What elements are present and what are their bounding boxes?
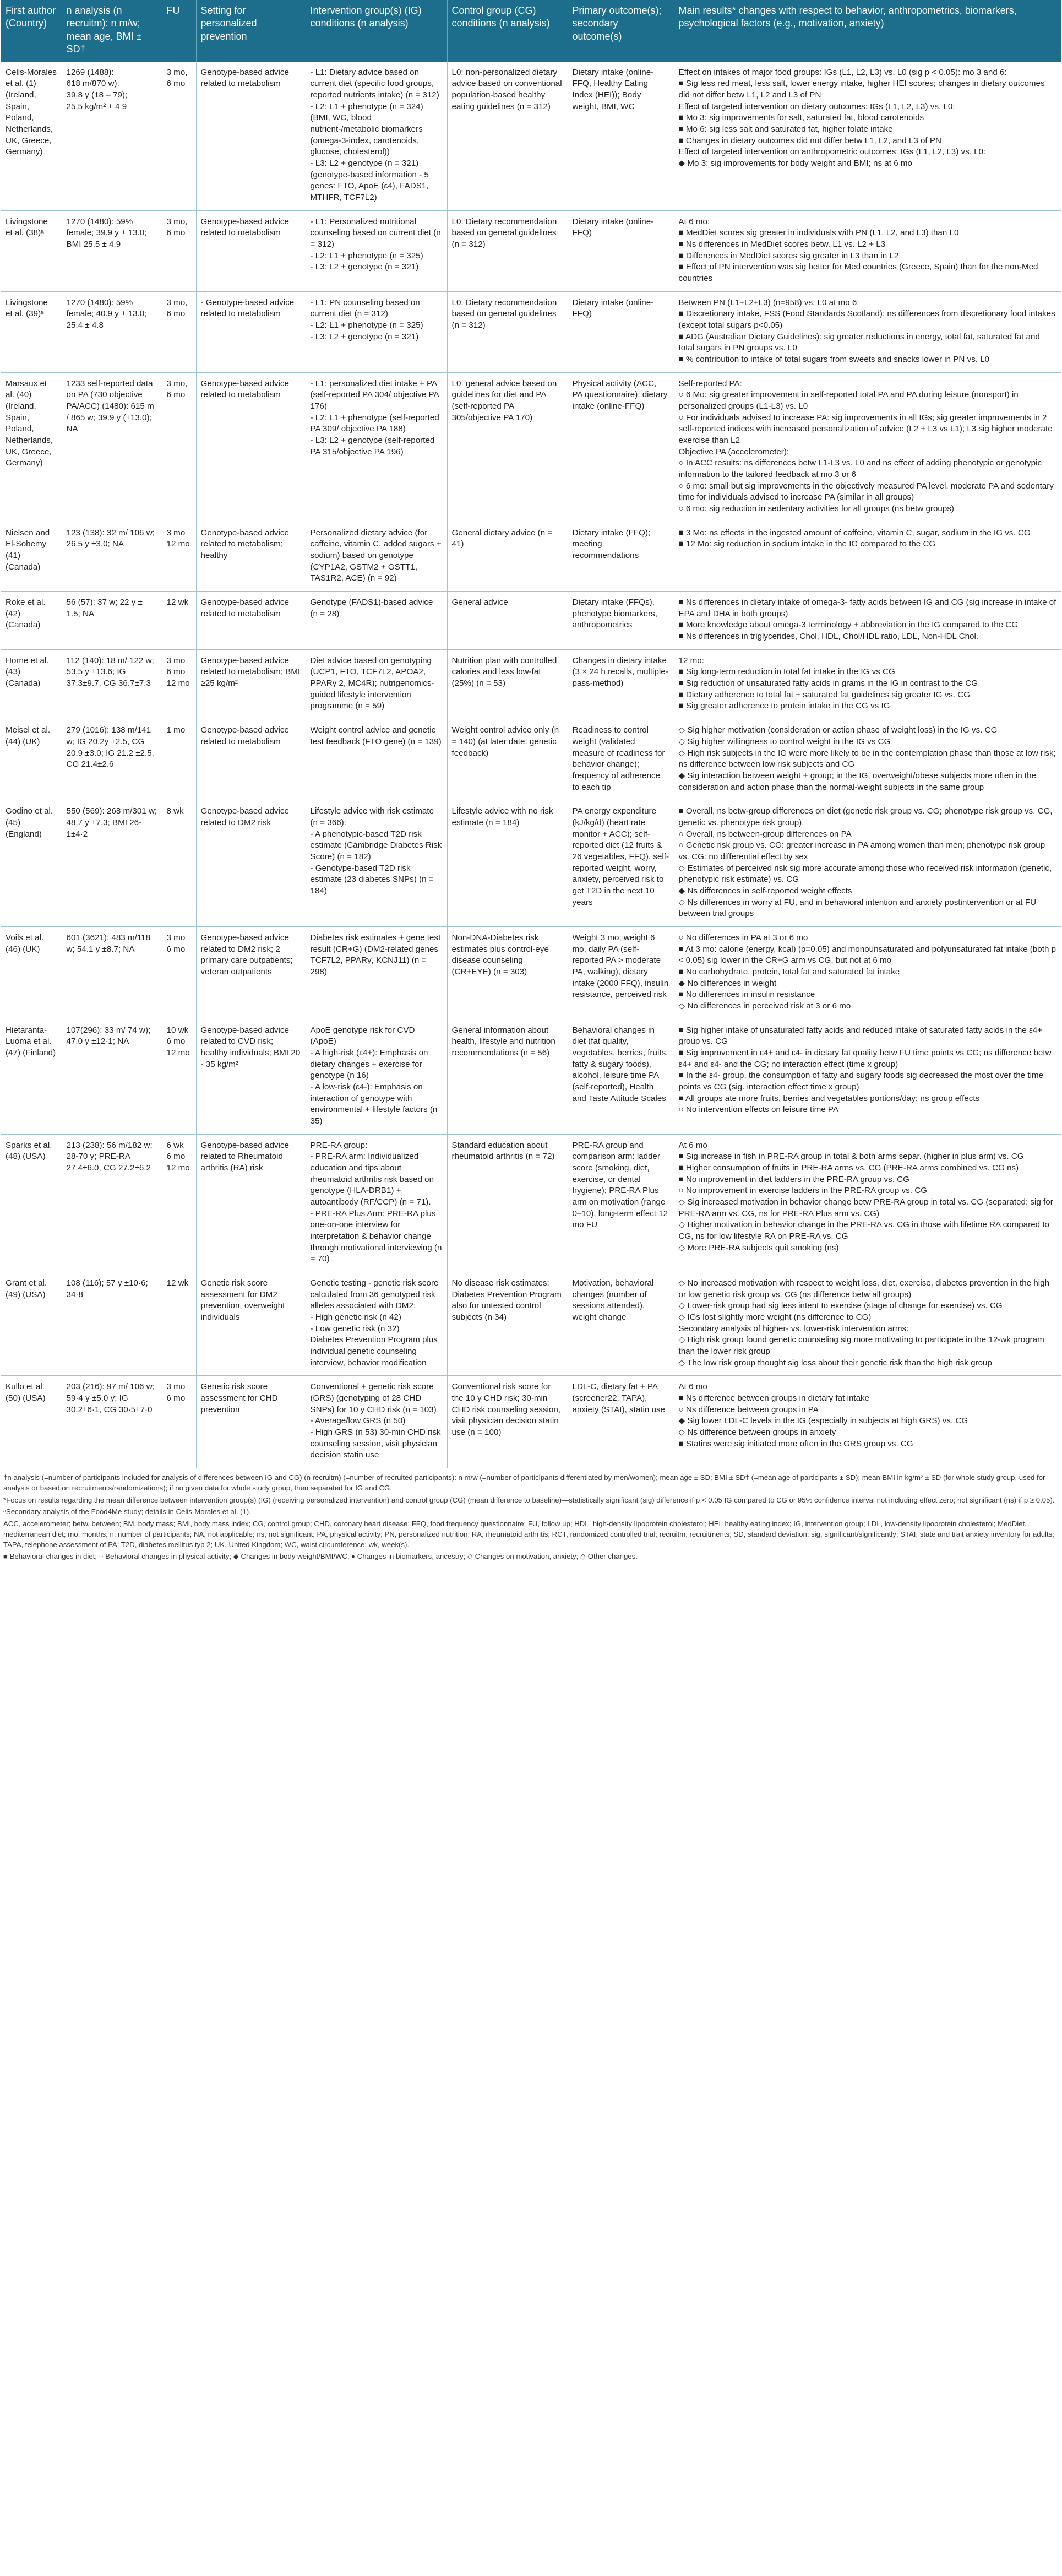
cell-setting: - Genotype-based advice related to metabolism: [196, 291, 306, 372]
cell-intervention: Diabetes risk estimates + gene test result (CR+G) (DM2-related genes TCF7L2, PPARγ, KCNJ11) (n = 298): [306, 926, 447, 1019]
cell-results: ○ No differences in PA at 3 or 6 mo ■ At 3 mo: calorie (energy, kcal) (p=0.05) and monounsaturated and polyunsaturated fat intake (both p < 0.05) sig lower in the CR+G arm vs CG, but not at 6 mo ■ No carbohydrate, protein, total fat and saturated fat intake ◆ No differences in weight ■ No differences in insulin resistance ◇ No differences in perceived risk at 3 or 6 mo: [674, 926, 1061, 1019]
cell-outcomes: Dietary intake (online-FFQ): [568, 210, 674, 291]
cell-fu: 3 mo, 6 mo: [162, 210, 196, 291]
table-row: [1, 291, 1061, 372]
cell-author: Livingstone et al. (38)ᵃ: [1, 210, 62, 291]
cell-outcomes: Dietary intake (FFQ); meeting recommendations: [568, 522, 674, 591]
cell-intervention: Personalized dietary advice (for caffeine, vitamin C, added sugars + sodium) based on genotype (CYP1A2, GSTM2 + GSTT1, TAS1R2, ACE) (n = 92): [306, 522, 447, 591]
cell-intervention: Weight control advice and genetic test feedback (FTO gene) (n = 139): [306, 719, 447, 800]
cell-control: Conventional risk score for the 10 y CHD risk; 30-min CHD risk counseling session, visit physician decision statin use (n = 100): [447, 1376, 568, 1468]
cell-control: Non-DNA-Diabetes risk estimates plus control-eye disease counseling (CR+EYE) (n = 303): [447, 926, 568, 1019]
cell-n-analysis: 1270 (1480): 59% female; 40.9 y ± 13.0; 25.4 ± 4.8: [62, 291, 162, 372]
cell-results: At 6 mo ■ Ns difference between groups in dietary fat intake ○ Ns difference between groups in PA ◆ Sig lower LDL-C levels in the IG (especially in subjects at high GRS) vs. CG ◇ Ns difference between groups in anxiety ■ Statins were sig initiated more often in the GRS group vs. CG: [674, 1376, 1061, 1468]
cell-author: Sparks et al. (48) (USA): [1, 1134, 62, 1272]
cell-outcomes: PRE-RA group and comparison arm: ladder score (smoking, diet, exercise, or dental hygiene); PRE-RA Plus arm on motivation (range 0–10), long-term effect 12 mo FU: [568, 1134, 674, 1272]
cell-control: L0: general advice based on guidelines for diet and PA (self-reported PA 305/objective PA 170): [447, 372, 568, 522]
cell-n-analysis: 279 (1016): 138 m/141 w; IG 20.2y ±2.5, CG 20.9 ±3.0; IG 21.2 ±2.5, CG 21.4±2.6: [62, 719, 162, 800]
cell-n-analysis: 1270 (1480): 59% female; 39.9 y ± 13.0; BMI 25.5 ± 4.9: [62, 210, 162, 291]
cell-results: 12 mo: ■ Sig long-term reduction in total fat intake in the IG vs CG ■ Sig reduction of unsaturated fatty acids in grams in the IG in contrast to the CG ■ Dietary adherence to total fat + saturated fat guidelines sig greater IG vs. CG ■ Sig greater adherence to protein intake in the CG vs IG: [674, 649, 1061, 719]
table-row: [1, 1019, 1061, 1134]
header-fu: FU: [162, 0, 196, 62]
cell-setting: Genotype-based advice related to metabolism: [196, 372, 306, 522]
header-outcomes: Primary outcome(s); secondary outcome(s): [568, 0, 674, 62]
cell-setting: Genotype-based advice related to metabolism: [196, 62, 306, 211]
cell-fu: 3 mo 6 mo 12 mo: [162, 649, 196, 719]
cell-n-analysis: 107(296): 33 m/ 74 w); 47.0 y ±12·1; NA: [62, 1019, 162, 1134]
cell-n-analysis: 108 (116); 57 y ±10·6; 34·8: [62, 1272, 162, 1376]
cell-intervention: Genetic testing - genetic risk score calculated from 36 genotyped risk alleles associated with DM2: - High genetic risk (n 42) - Low genetic risk (n 32) Diabetes Prevention Program plus individual genetic counseling interview, behavior modification: [306, 1272, 447, 1376]
cell-results: ■ Overall, ns betw-group differences on diet (genetic risk group vs. CG; phenotype risk group vs. CG, genetic vs. phenotype risk group). ○ Overall, ns between-group differences on PA ○ Genetic risk group vs. CG: greater increase in PA among women than men; phenotype risk group vs. CG: no differential effect by sex ◇ Estimates of perceived risk sig more accurate among those who received risk information (genetic, phenotypic risk estimate) vs. CG ◆ Ns differences in self-reported weight effects ◇ Ns differences in worry at FU, and in behavioral intention and anxiety postintervention or at FU between trial groups: [674, 800, 1061, 927]
cell-outcomes: Weight 3 mo; weight 6 mo, daily PA (self-reported PA > moderate PA, walking), dietary intake (2000 FFQ), insulin resistance, perceived risk: [568, 926, 674, 1019]
cell-control: L0: Dietary recommendation based on general guidelines (n = 312): [447, 210, 568, 291]
table-row: [1, 1376, 1061, 1468]
cell-n-analysis: 56 (57): 37 w; 22 y ± 1.5; NA: [62, 592, 162, 650]
table-row: [1, 719, 1061, 800]
cell-setting: Genotype-based advice related to DM2 risk: [196, 800, 306, 927]
cell-n-analysis: 601 (3621): 483 m/118 w; 54.1 y ±8.7; NA: [62, 926, 162, 1019]
cell-intervention: PRE-RA group: - PRE-RA arm: Individualized education and tips about rheumatoid arthritis risk based on genotype (HLA-DRB1) + autoantibody (RF/CCP) (n = 71). - PRE-RA Plus Arm: PRE-RA plus one-on-one interview for interpretation & behavior change through motivational interviewing (n = 70): [306, 1134, 447, 1272]
cell-fu: 3 mo 6 mo: [162, 1376, 196, 1468]
cell-outcomes: Dietary intake (online-FFQ, Healthy Eating Index (HEI)); Body weight, BMI, WC: [568, 62, 674, 211]
cell-outcomes: Readiness to control weight (validated measure of readiness for behavior change); frequency of adherence to each tip: [568, 719, 674, 800]
cell-n-analysis: 112 (140): 18 m/ 122 w; 53.5 y ±13.6; IG 37.3±9.7, CG 36.7±7.3: [62, 649, 162, 719]
cell-intervention: Conventional + genetic risk score (GRS) (genotyping of 28 CHD SNPs) for 10 y CHD risk (n = 103) - Average/low GRS (n 50) - High GRS (n 53) 30-min CHD risk counseling session, visit physician decision statin use: [306, 1376, 447, 1468]
header-setting: Setting for personalized prevention: [196, 0, 306, 62]
cell-results: ◇ Sig higher motivation (consideration or action phase of weight loss) in the IG vs. CG ◇ Sig higher willingness to control weight in the IG vs CG ◇ High risk subjects in the IG were more likely to be in the contemplation phase than those at low risk; ns difference between low risk subjects and CG ◆ Sig interaction between weight + group; in the IG, overweight/obese subjects more often in the consideration and action phase than the normal-weight subjects in the same group: [674, 719, 1061, 800]
cell-results: ◇ No increased motivation with respect to weight loss, diet, exercise, diabetes prevention in the high or low genetic risk group vs. CG (ns difference betw all groups) ◇ Lower-risk group had sig less intent to exercise (stage of change for exercise) vs. CG ◇ IGs lost slightly more weight (ns difference to CG) Secondary analysis of higher- vs. lower-risk intervention arms: ◇ High risk group found genetic counseling sig more motivating to participate in the 12-wk program than the lower risk group ◇ The low risk group thought sig less about their genetic risk than the high risk group: [674, 1272, 1061, 1376]
cell-intervention: - L1: Dietary advice based on current diet (specific food groups, reported nutrients intake) (n = 312) - L2: L1 + phenotype (n = 324) (BMI, WC, blood nutrient-/metabolic biomarkers (omega-3-index, carotenoids, glucose, cholesterol)) - L3: L2 + genotype (n = 321) (genotype-based information - 5 genes: FTO, ApoE (ε4), FADS1, MTHFR, TCF7L2): [306, 62, 447, 211]
table-row: [1, 62, 1061, 211]
cell-setting: Genotype-based advice related to metabolism: [196, 210, 306, 291]
table-row: [1, 1134, 1061, 1272]
header-n-analysis: n analysis (n recruitm): n m/w; mean age, BMI ± SD†: [62, 0, 162, 62]
cell-setting: Genetic risk score assessment for DM2 prevention, overweight individuals: [196, 1272, 306, 1376]
cell-setting: Genotype-based advice related to metabolism; BMI ≥25 kg/m²: [196, 649, 306, 719]
cell-control: General information about health, lifestyle and nutrition recommendations (n = 56): [447, 1019, 568, 1134]
cell-fu: 3 mo, 6 mo: [162, 372, 196, 522]
cell-fu: 3 mo, 6 mo: [162, 62, 196, 211]
cell-control: Standard education about rheumatoid arthritis (n = 72): [447, 1134, 568, 1272]
table-row: [1, 210, 1061, 291]
cell-control: Nutrition plan with controlled calories and less low-fat (25%) (n = 53): [447, 649, 568, 719]
cell-results: ■ 3 Mo: ns effects in the ingested amount of caffeine, vitamin C, sugar, sodium in the IG vs. CG ■ 12 Mo: sig reduction in sodium intake in the IG compared to the CG: [674, 522, 1061, 591]
cell-outcomes: PA energy expenditure (kJ/kg/d) (heart rate monitor + ACC); self-reported diet (12 fruits & 26 vegetables, FFQ), self-reported weight, worry, anxiety, perceived risk to get T2D in the next 10 years: [568, 800, 674, 927]
footnote: ᵃSecondary analysis of the Food4Me study; details in Celis-Morales et al. (1).: [3, 1507, 251, 1516]
cell-control: General dietary advice (n = 41): [447, 522, 568, 591]
cell-outcomes: Dietary intake (FFQs), phenotype biomarkers, anthropometrics: [568, 592, 674, 650]
cell-n-analysis: 123 (138): 32 m/ 106 w; 26.5 y ±3.0; NA: [62, 522, 162, 591]
cell-setting: Genotype-based advice related to Rheumatoid arthritis (RA) risk: [196, 1134, 306, 1272]
table-row: [1, 522, 1061, 591]
cell-results: ■ Ns differences in dietary intake of omega-3- fatty acids between IG and CG (sig increase in intake of EPA and DHA in both groups) ■ More knowledge about omega-3 terminology + abbreviation in the IG compared to the CG ■ Ns differences in triglycerides, Chol, HDL, Chol/HDL ratio, LDL, Non-HDL Chol.: [674, 592, 1061, 650]
results-table: [1, 0, 1061, 1468]
cell-control: Weight control advice only (n = 140) (at later date: genetic feedback): [447, 719, 568, 800]
header-author: First author (Country): [1, 0, 62, 62]
cell-outcomes: Motivation, behavioral changes (number of sessions attended), weight change: [568, 1272, 674, 1376]
cell-results: At 6 mo: ■ MedDiet scores sig greater in individuals with PN (L1, L2, and L3) than L0 ■ Ns differences in MedDiet scores betw. L1 vs. L2 + L3 ■ Differences in MedDiet scores sig greater in L3 than in L2 ■ Effect of PN intervention was sig better for Med countries (Greece, Spain) than for the non-Med countries: [674, 210, 1061, 291]
cell-author: Kullo et al. (50) (USA): [1, 1376, 62, 1468]
cell-fu: 3 mo 6 mo: [162, 926, 196, 1019]
footnote: ■ Behavioral changes in diet; ○ Behavioral changes in physical activity; ◆ Changes in body weight/BMI/WC; ♦ Changes in biomarkers, ancestry; ◇ Changes on motivation, anxiety; ◇ Other changes.: [3, 1552, 638, 1561]
cell-author: Nielsen and El-Sohemy (41) (Canada): [1, 522, 62, 591]
table-row: [1, 926, 1061, 1019]
cell-fu: 12 wk: [162, 592, 196, 650]
cell-control: No disease risk estimates; Diabetes Prevention Program also for untested control subjects (n 34): [447, 1272, 568, 1376]
cell-author: Godino et al. (45) (England): [1, 800, 62, 927]
header-control: Control group (CG) conditions (n analysis): [447, 0, 568, 62]
header-results: Main results* changes with respect to behavior, anthropometrics, biomarkers, psychological factors (e.g., motivation, anxiety): [674, 0, 1061, 62]
footnote: †n analysis (=number of participants included for analysis of differences between IG and CG) (n recruitm) (=number of recruited participants): n m/w (=number of participants differentiated by men/women); mean age ± SD; BMI ± SD† (=mean age of participants ± SD); mean BMI in kg/m² ± SD (for whole study group, used for analysis or based on recruitments/randomizations); if no given data for whole study group, then separated for IG and CG.: [3, 1473, 1045, 1492]
cell-setting: Genotype-based advice related to metabolism; healthy: [196, 522, 306, 591]
cell-n-analysis: 203 (216): 97 m/ 106 w; 59·4 y ±5.0 y; IG 30.2±6·1, CG 30·5±7·0: [62, 1376, 162, 1468]
cell-fu: 10 wk 6 mo 12 mo: [162, 1019, 196, 1134]
table-row: [1, 800, 1061, 927]
table-footnotes: [1, 1468, 1061, 1562]
cell-intervention: ApoE genotype risk for CVD (ApoE) - A high-risk (ε4+): Emphasis on dietary changes + exercise for genotype (n 16) - A low-risk (ε4-): Emphasis on interaction of genotype with environmental + lifestyle factors (n 35): [306, 1019, 447, 1134]
cell-setting: Genotype-based advice related to CVD risk; healthy individuals; BMI 20 - 35 kg/m²: [196, 1019, 306, 1134]
cell-fu: 3 mo 12 mo: [162, 522, 196, 591]
cell-outcomes: LDL-C, dietary fat + PA (screener22, TAPA), anxiety (STAI), statin use: [568, 1376, 674, 1468]
cell-intervention: - L1: Personalized nutritional counseling based on current diet (n = 312) - L2: L1 + phenotype (n = 325) - L3: L2 + genotype (n = 321): [306, 210, 447, 291]
cell-author: Celis-Morales et al. (1) (Ireland, Spain, Poland, Netherlands, UK, Greece, Germany): [1, 62, 62, 211]
cell-results: Effect on intakes of major food groups: IGs (L1, L2, L3) vs. L0 (sig p < 0.05): mo 3 and 6: ■ Sig less red meat, less salt, lower energy intake, higher HEI scores; changes in dietary outcomes did not differ betw L1, L2 and L3 of PN Effect of targeted intervention on dietary outcomes: IGs (L1, L2, L3) vs. L0: ■ Mo 3: sig improvements for salt, saturated fat, blood carotenoids ■ Mo 6: sig less salt and saturated fat, higher folate intake ■ Changes in dietary outcomes did not differ betw L1, L2, and L3 of PN Effect of targeted intervention on anthropometric outcomes: IGs (L1, L2, L3) vs. L0: ◆ Mo 3: sig improvements for body weight and BMI; ns at 6 mo: [674, 62, 1061, 211]
cell-setting: Genetic risk score assessment for CHD prevention: [196, 1376, 306, 1468]
cell-fu: 8 wk: [162, 800, 196, 927]
table-body: [1, 62, 1061, 1468]
cell-control: General advice: [447, 592, 568, 650]
cell-n-analysis: 550 (569): 268 m/301 w; 48.7 y ±7.3; BMI 26-1±4·2: [62, 800, 162, 927]
cell-fu: 6 wk 6 mo 12 mo: [162, 1134, 196, 1272]
cell-outcomes: Changes in dietary intake (3 × 24 h recalls, multiple-pass-method): [568, 649, 674, 719]
cell-n-analysis: 1233 self-reported data on PA (730 objective PA/ACC) (1480): 615 m / 865 w; 39.9 y (±13.0); NA: [62, 372, 162, 522]
cell-intervention: - L1: PN counseling based on current diet (n = 312) - L2: L1 + phenotype (n = 325) - L3: L2 + genotype (n = 321): [306, 291, 447, 372]
cell-control: L0: non-personalized dietary advice based on conventional population-based healthy eating guidelines (n = 312): [447, 62, 568, 211]
cell-outcomes: Dietary intake (online-FFQ): [568, 291, 674, 372]
footnote: *Focus on results regarding the mean difference between intervention group(s) (IG) (receiving personalized intervention) and control group (CG) (mean difference to baseline)—statistically significant (sig) difference if p < 0.05 IG compared to CG or 95% confidence interval not including effect zero; not significant (ns) if p ≥ 0.05).: [3, 1495, 1055, 1504]
table-row: [1, 592, 1061, 650]
cell-intervention: Lifestyle advice with risk estimate (n = 366): - A phenotypic-based T2D risk estimate (Cambridge Diabetes Risk Score) (n = 182) - Genotype-based T2D risk estimate (23 diabetes SNPs) (n = 184): [306, 800, 447, 927]
cell-results: Between PN (L1+L2+L3) (n=958) vs. L0 at mo 6: ■ Discretionary intake, FSS (Food Standards Scotland): ns differences from discretionary food intakes (except total sugars p<0.05) ■ ADG (Australian Dietary Guidelines): sig greater reductions in energy, total fat, saturated fat and total sugars in PN groups vs. L0 ■ % contribution to intake of total sugars from sweets and snacks lower in PN vs. L0: [674, 291, 1061, 372]
cell-outcomes: Physical activity (ACC, PA questionnaire); dietary intake (online-FFQ): [568, 372, 674, 522]
cell-fu: 12 wk: [162, 1272, 196, 1376]
cell-fu: 1 mo: [162, 719, 196, 800]
header-intervention: Intervention group(s) (IG) conditions (n analysis): [306, 0, 447, 62]
cell-control: L0: Dietary recommendation based on general guidelines (n = 312): [447, 291, 568, 372]
footnote: ACC, accelerometer; betw, between; BM, body mass; BMI, body mass index; CG, control group; CHD, coronary heart disease; FFQ, food frequency questionnaire; FU, follow up; HDL, high-density lipoprotein cholesterol; HEI, healthy eating index; IG, intervention group; LDL, low-density lipoprotein cholesterol; MedDiet, mediterranean diet; mo, months; n, number of participants; NA, not applicable; ns, not significant; PA, physical activity; PN, personalized nutrition; RA, rheumatoid arthritis; RCT, randomized controlled trial; recruitm, recruitments; SD, standard deviation; sig, significant/significantly; STAI, state and trait anxiety inventory for adults; TAPA, telephone assessment of PA; T2D, diabetes mellitus typ 2; UK, United Kingdom; WC, waist circumference; wk, week(s).: [3, 1520, 1054, 1549]
cell-author: Grant et al. (49) (USA): [1, 1272, 62, 1376]
table-row: [1, 649, 1061, 719]
cell-intervention: - L1: personalized diet intake + PA (self-reported PA 304/ objective PA 176) - L2: L1 + phenotype (self-reported PA 309/ objective PA 188) - L3: L2 + genotype (self-reported PA 315/objective PA 196): [306, 372, 447, 522]
cell-author: Marsaux et al. (40) (Ireland, Spain, Poland, Netherlands, UK, Greece, Germany): [1, 372, 62, 522]
cell-author: Horne et al. (43) (Canada): [1, 649, 62, 719]
cell-setting: Genotype-based advice related to metabolism: [196, 719, 306, 800]
table-row: [1, 1272, 1061, 1376]
cell-n-analysis: 213 (238): 56 m/182 w; 28-70 y; PRE-RA 27.4±6.0, CG 27.2±6.2: [62, 1134, 162, 1272]
cell-intervention: Diet advice based on genotyping (UCP1, FTO, TCF7L2, APOA2, PPARγ 2, MC4R); nutrigenomics-guided lifestyle intervention programme (n = 59): [306, 649, 447, 719]
cell-n-analysis: 1269 (1488): 618 m/870 w); 39.8 y (18 – 79); 25.5 kg/m² ± 4.9: [62, 62, 162, 211]
table-header-row: [1, 0, 1061, 62]
cell-author: Roke et al. (42) (Canada): [1, 592, 62, 650]
cell-intervention: Genotype (FADS1)-based advice (n = 28): [306, 592, 447, 650]
cell-author: Voils et al. (46) (UK): [1, 926, 62, 1019]
cell-results: Self-reported PA: ○ 6 Mo: sig greater improvement in self-reported total PA and PA during leisure (nonsport) in personalized groups (L1-L3) vs. L0 ○ For individuals advised to increase PA: sig improvements in all IGs; sig greater improvements in 2 self-reported indices with increased personalization of advice (L2 + L3 vs L1); L3 sig higher moderate exercise than L2 Objective PA (accelerometer): ○ In ACC results: ns differences betw L1-L3 vs. L0 and ns effect of adding phenotypic or genotypic information to the tailored feedback at mo 3 or 6 ○ 6 mo: small but sig improvements in the objectively measured PA level, moderate PA and sedentary time for individuals advised to increase PA (similar in all groups) ○ 6 mo: sig reduction in sedentary activities for all groups (ns betw groups): [674, 372, 1061, 522]
cell-fu: 3 mo, 6 mo: [162, 291, 196, 372]
cell-outcomes: Behavioral changes in diet (fat quality, vegetables, berries, fruits, fatty & sugary foods), alcohol, leisure time PA (self-reported), Health and Taste Attitude Scales: [568, 1019, 674, 1134]
cell-author: Hietaranta-Luoma et al. (47) (Finland): [1, 1019, 62, 1134]
cell-setting: Genotype-based advice related to metabolism: [196, 592, 306, 650]
cell-author: Livingstone et al. (39)ᵃ: [1, 291, 62, 372]
cell-control: Lifestyle advice with no risk estimate (n = 184): [447, 800, 568, 927]
table-row: [1, 372, 1061, 522]
cell-results: At 6 mo ■ Sig increase in fish in PRE-RA group in total & both arms separ. (higher in plus arm) vs. CG ■ Higher consumption of fruits in PRE-RA arms vs. CG (PRE-RA arms combined vs. CG ns) ■ No improvement in diet ladders in the PRE-RA group vs. CG ○ No improvement in exercise ladders in the PRE-RA group vs. CG ◇ Sig increased motivation in behavior change betw PRE-RA group in total vs. CG (separated: sig for PRE-RA arm vs. CG, ns for PRE-RA Plus arm vs. CG) ◇ Higher motivation in behavior change in the PRE-RA vs. CG in those with lifetime RA compared to CG, ns for low lifestyle RA on PRE-RA vs. CG ◇ More PRE-RA subjects quit smoking (ns): [674, 1134, 1061, 1272]
cell-results: ■ Sig higher intake of unsaturated fatty acids and reduced intake of saturated fatty acids in the ε4+ group vs. CG ■ Sig improvement in ε4+ and ε4- in dietary fat quality betw FU time points vs CG; ns difference betw ε4+ and ε4- and the CG; no interaction effect (time x group) ■ In the ε4- group, the consumption of fatty and sugary foods sig decreased the most over the time points vs CG (sig. interaction effect time x group) ■ All groups ate more fruits, berries and vegetables portions/day; ns group effects ○ No intervention effects on leisure time PA: [674, 1019, 1061, 1134]
cell-author: Meisel et al. (44) (UK): [1, 719, 62, 800]
cell-setting: Genotype-based advice related to DM2 risk; 2 primary care outpatients; veteran outpatients: [196, 926, 306, 1019]
